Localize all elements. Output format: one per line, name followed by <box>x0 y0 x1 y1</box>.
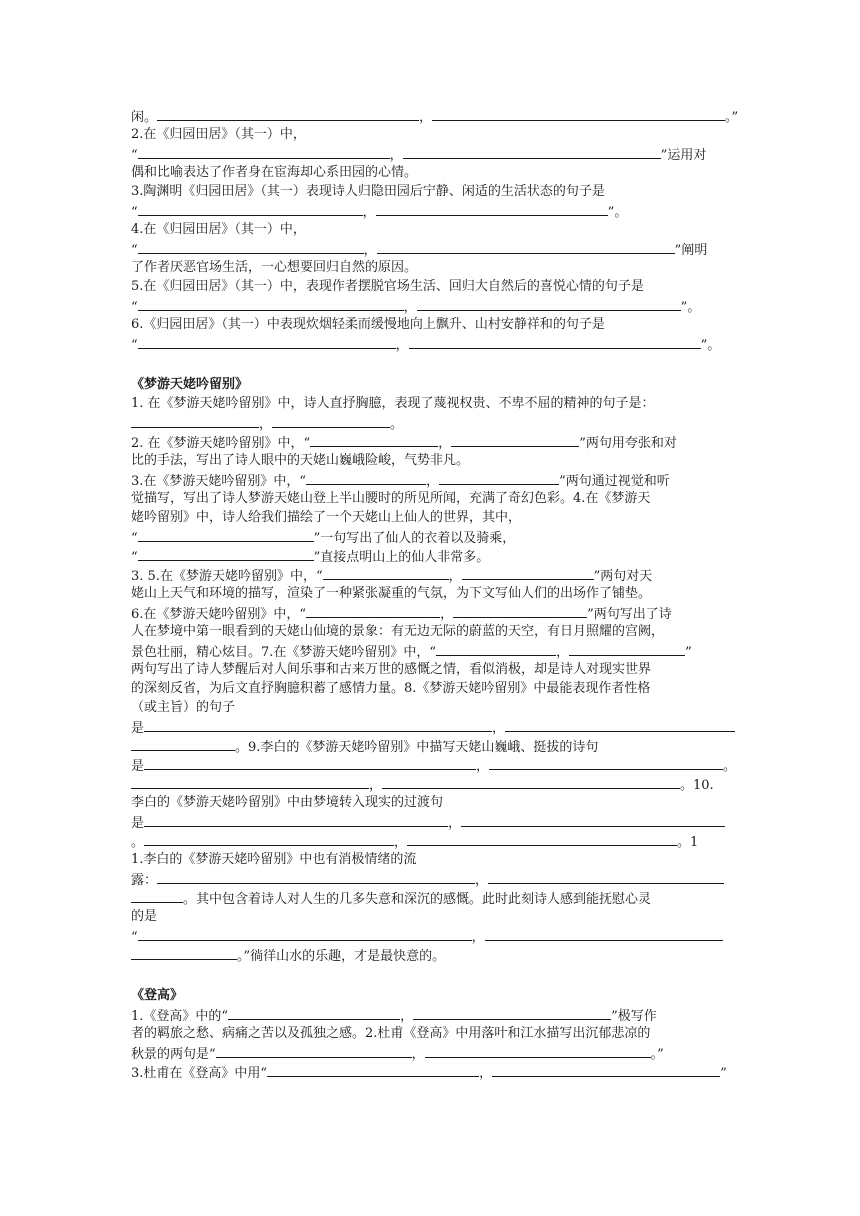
blank[interactable] <box>488 869 724 884</box>
blank[interactable] <box>409 334 701 349</box>
blank[interactable] <box>138 296 404 311</box>
blank[interactable] <box>144 717 492 732</box>
blank[interactable] <box>272 413 390 428</box>
line: 是 ， <box>131 812 731 831</box>
line: 2. 在《梦游天姥吟留别》中，“ ， ”两句用夸张和对 <box>131 432 731 451</box>
line: （或主旨）的句子 <box>131 700 236 715</box>
line: “ ， ”。 <box>131 201 731 220</box>
blank[interactable] <box>138 201 363 216</box>
blank[interactable] <box>439 470 559 485</box>
blank[interactable] <box>436 641 556 656</box>
line: 是 ， 。 <box>131 755 731 774</box>
line: “ ， ”。 <box>131 334 731 353</box>
blank[interactable] <box>157 869 475 884</box>
blank[interactable] <box>505 717 735 732</box>
blank[interactable] <box>417 296 681 311</box>
blank[interactable] <box>131 888 183 903</box>
blank[interactable] <box>138 926 472 941</box>
line: “ ”直接点明山上的仙人非常多。 <box>131 546 731 565</box>
line: 闲。 ， 。” <box>131 106 731 125</box>
blank[interactable] <box>403 144 661 159</box>
blank[interactable] <box>228 1005 400 1020</box>
line: 景色壮丽，精心炫目。7.在《梦游天姥吟留别》中，“ ， ” <box>131 641 731 660</box>
blank[interactable] <box>138 144 390 159</box>
line: 比的手法，写出了诗人眼中的天姥山巍峨险峻，气势非凡。 <box>131 453 470 468</box>
line: 人在梦境中第一眼看到的天姥山仙境的景象：有无边无际的蔚蓝的天空，有日月照耀的宫阙， <box>131 624 665 639</box>
blank[interactable] <box>376 201 608 216</box>
line: 1.《登高》中的“ ， ”极写作 <box>131 1005 731 1024</box>
blank[interactable] <box>382 774 680 789</box>
question-2: 2.在《归园田居》（其一）中， <box>131 127 306 142</box>
blank[interactable] <box>492 1062 720 1077</box>
line: 者的羁旅之愁、病痛之苦以及孤独之感。2.杜甫《登高》中用落叶和江水描写出沉郁悲凉的 <box>131 1026 651 1041</box>
line: “ ， ”。 <box>131 296 731 315</box>
line: 偶和比喻表达了作者身在宦海却心系田园的心情。 <box>131 165 418 180</box>
blank[interactable] <box>157 106 419 121</box>
line: 秋景的两句是“ ， 。” <box>131 1043 731 1062</box>
line: ， 。 <box>131 413 731 432</box>
blank[interactable] <box>485 926 723 941</box>
line: 。 ， 。1 <box>131 831 731 850</box>
blank[interactable] <box>131 736 235 751</box>
question-5: 5.在《归园田居》（其一）中，表现作者摆脱官场生活、回归大自然后的喜悦心情的句子是 <box>131 279 644 294</box>
blank[interactable] <box>138 546 314 561</box>
blank[interactable] <box>323 565 449 580</box>
blank[interactable] <box>407 831 677 846</box>
line: 3. 5.在《梦游天姥吟留别》中，“ ， ”两句对天 <box>131 565 731 584</box>
line: 了作者厌恶官场生活，一心想要回归自然的原因。 <box>131 260 418 275</box>
line: 李白的《梦游天姥吟留别》中由梦境转入现实的过渡句 <box>131 795 444 810</box>
line: 两句写出了诗人梦醒后对人间乐事和古来万世的感慨之情，看似消极，却是诗人对现实世界 <box>131 662 652 677</box>
line: 姥山上天气和环境的描写，渲染了一种紧张凝重的气氛，为下文写仙人们的出场作了铺垫。 <box>131 586 652 601</box>
blank[interactable] <box>267 1062 479 1077</box>
line: 。”徜徉山水的乐趣，才是最快意的。 <box>131 945 731 964</box>
blank[interactable] <box>144 831 394 846</box>
blank[interactable] <box>462 565 594 580</box>
blank[interactable] <box>451 432 579 447</box>
blank[interactable] <box>131 945 237 960</box>
text: 闲。 <box>131 110 158 125</box>
line: 6.在《梦游天姥吟留别》中，“ ， ”两句写出了诗 <box>131 603 731 622</box>
blank[interactable] <box>131 413 259 428</box>
line: 。其中包含着诗人对人生的几多失意和深沉的感慨。此时此刻诗人感到能抚慰心灵 <box>131 888 731 907</box>
line: 1. 在《梦游天姥吟留别》中，诗人直抒胸臆，表现了蔑视权贵、不卑不屈的精神的句子是： <box>131 396 655 411</box>
blank[interactable] <box>138 239 364 254</box>
section-title: 《梦游天姥吟留别》 <box>131 377 249 392</box>
question-6: 6.《归园田居》（其一）中表现炊烟轻柔而缓慢地向上飘升、山村安静祥和的句子是 <box>131 317 605 332</box>
blank[interactable] <box>138 527 314 542</box>
blank[interactable] <box>569 641 685 656</box>
line: ， 。10. <box>131 774 731 793</box>
line: “ ， ”阐明 <box>131 239 731 258</box>
blank[interactable] <box>310 432 438 447</box>
line: 的是 <box>131 909 158 924</box>
section-title: 《登高》 <box>131 988 184 1003</box>
question-3: 3.陶渊明《归园田居》（其一）表现诗人归隐田园后宁静、闲适的生活状态的句子是 <box>131 184 605 199</box>
line: 。9.李白的《梦游天姥吟留别》中描写天姥山巍峨、挺拔的诗句 <box>131 736 731 755</box>
blank[interactable] <box>138 334 396 349</box>
blank[interactable] <box>377 239 675 254</box>
line: 3.杜甫在《登高》中用“ ， ” <box>131 1062 731 1081</box>
blank[interactable] <box>306 470 426 485</box>
blank[interactable] <box>413 1005 611 1020</box>
line: 露： ， <box>131 869 731 888</box>
blank[interactable] <box>306 603 440 618</box>
line: “ ”一句写出了仙人的衣着以及骑乘， <box>131 527 731 546</box>
blank[interactable] <box>131 774 369 789</box>
line: 姥吟留别》中，诗人给我们描绘了一个天姥山上仙人的世界，其中， <box>131 510 522 525</box>
blank[interactable] <box>489 755 723 770</box>
blank[interactable] <box>144 755 476 770</box>
blank[interactable] <box>425 1043 651 1058</box>
blank[interactable] <box>453 603 587 618</box>
line: “ ， <box>131 926 731 945</box>
line: 1.李白的《梦游天姥吟留别》中也有消极情绪的流 <box>131 852 417 867</box>
line: 的深刻反省，为后文直抒胸臆积蓄了感情力量。8.《梦游天姥吟留别》中最能表现作者性格 <box>131 681 651 696</box>
blank[interactable] <box>461 812 725 827</box>
blank[interactable] <box>144 812 448 827</box>
question-4: 4.在《归园田居》（其一）中， <box>131 222 306 237</box>
line: 是 ， <box>131 717 731 736</box>
line: 觉描写，写出了诗人梦游天姥山登上半山腰时的所见所闻，充满了奇幻色彩。4.在《梦游天 <box>131 491 651 506</box>
blank[interactable] <box>432 106 725 121</box>
line: 3.在《梦游天姥吟留别》中，“ ， ”两句通过视觉和听 <box>131 470 731 489</box>
blank[interactable] <box>216 1043 412 1058</box>
worksheet-page <box>131 0 739 1081</box>
line: “ ， ”运用对 <box>131 144 731 163</box>
